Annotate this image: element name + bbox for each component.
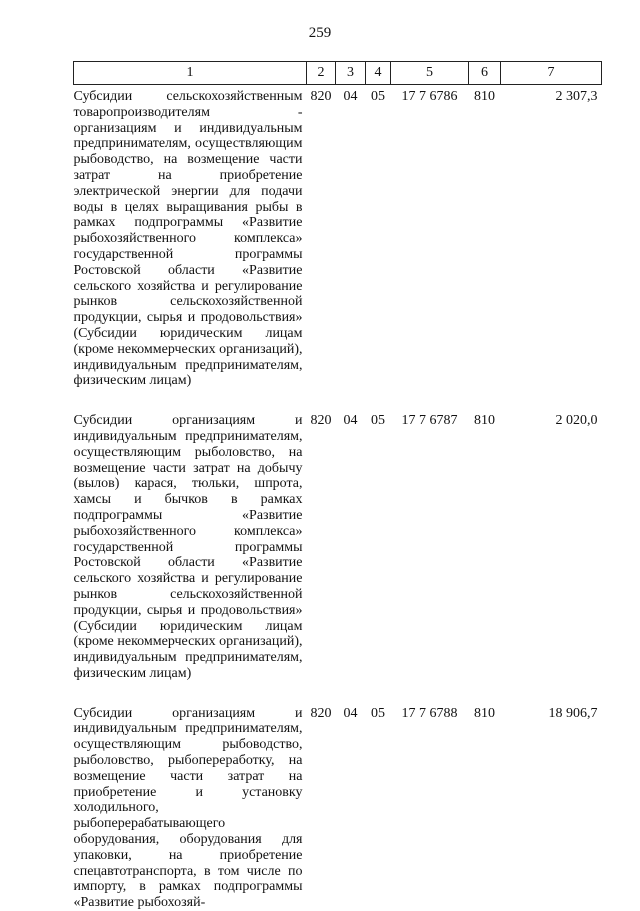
row-description: Субсидии организациям и индивидуальным предпринимателям, осуществляющим рыбоводство, рыболовство, рыбопереработку, на возмещение части затрат на приобретение и установку холодильного, рыбоперерабатывающего оборудования, оборудования для упаковки, на приобретение спецавтотранспорта, в том числе по импорту, в рамках подпрограммы «Развитие рыбохозяй- xyxy=(73,705,303,911)
row-subsection-code: 05 xyxy=(371,705,385,721)
table-header-row xyxy=(74,62,602,85)
row-amount: 2 307,3 xyxy=(555,89,598,104)
row-section-code: 04 xyxy=(343,705,358,721)
row-subsection-code: 05 xyxy=(371,413,385,429)
header-col-1: 1 xyxy=(74,62,307,85)
header-col-4: 4 xyxy=(366,62,391,85)
row-amount: 18 906,7 xyxy=(548,705,598,721)
row-target-code: 17 7 6786 xyxy=(401,89,458,104)
row-expense-type: 810 xyxy=(474,705,495,721)
row-expense-type: 810 xyxy=(474,413,495,429)
row-ministry-code: 820 xyxy=(310,413,332,429)
header-col-6: 6 xyxy=(469,62,501,85)
row-section-code: 04 xyxy=(343,89,358,104)
header-col-2: 2 xyxy=(307,62,336,85)
row-section-code: 04 xyxy=(343,413,358,429)
page-number: 259 xyxy=(308,25,332,41)
table-row xyxy=(74,702,602,911)
row-description: Субсидии организациям и индивидуальным предпринимателям, осуществляющим рыболовство, на возмещение части затрат на добычу (вылов) карася, тюльки, шпрота, хамсы и бычков в рамках подпрограммы «Развитие рыбохозяйственного комплекса» государственной программы Ростовской области «Развитие сельского хозяйства и регулирование рынков сельскохозяйственной продукции, сырья и продовольствия» (Субсидии юридическим лицам (кроме некоммерческих организаций), индивидуальным предпринимателям, физическим лицам) xyxy=(73,413,303,681)
row-amount: 2 020,0 xyxy=(555,413,598,429)
row-ministry-code: 820 xyxy=(310,705,332,721)
header-col-5: 5 xyxy=(391,62,469,85)
row-ministry-code: 820 xyxy=(310,89,332,104)
row-subsection-code: 05 xyxy=(371,89,385,104)
row-target-code: 17 7 6787 xyxy=(401,413,458,429)
row-expense-type: 810 xyxy=(474,89,495,104)
row-target-code: 17 7 6788 xyxy=(401,705,458,721)
header-col-3: 3 xyxy=(336,62,366,85)
row-description: Субсидии сельскохозяйственным товаропроизводителям - организациям и индивидуальным предпринимателям, осуществляющим рыбоводство, на возмещение части затрат на приобретение электрической энергии для подачи воды в целях выращивания рыбы в рамках подпрограммы «Развитие рыбохозяйственного комплекса» государственной программы Ростовской области «Развитие сельского хозяйства и регулирование рынков сельскохозяйственной продукции, сырья и продовольствия» (Субсидии юридическим лицам (кроме некоммерческих организаций), индивидуальным предпринимателям, физическим лицам) xyxy=(73,89,303,389)
header-col-7: 7 xyxy=(501,62,602,85)
table-row xyxy=(74,85,602,390)
table-row xyxy=(74,409,602,682)
budget-table xyxy=(73,61,602,911)
